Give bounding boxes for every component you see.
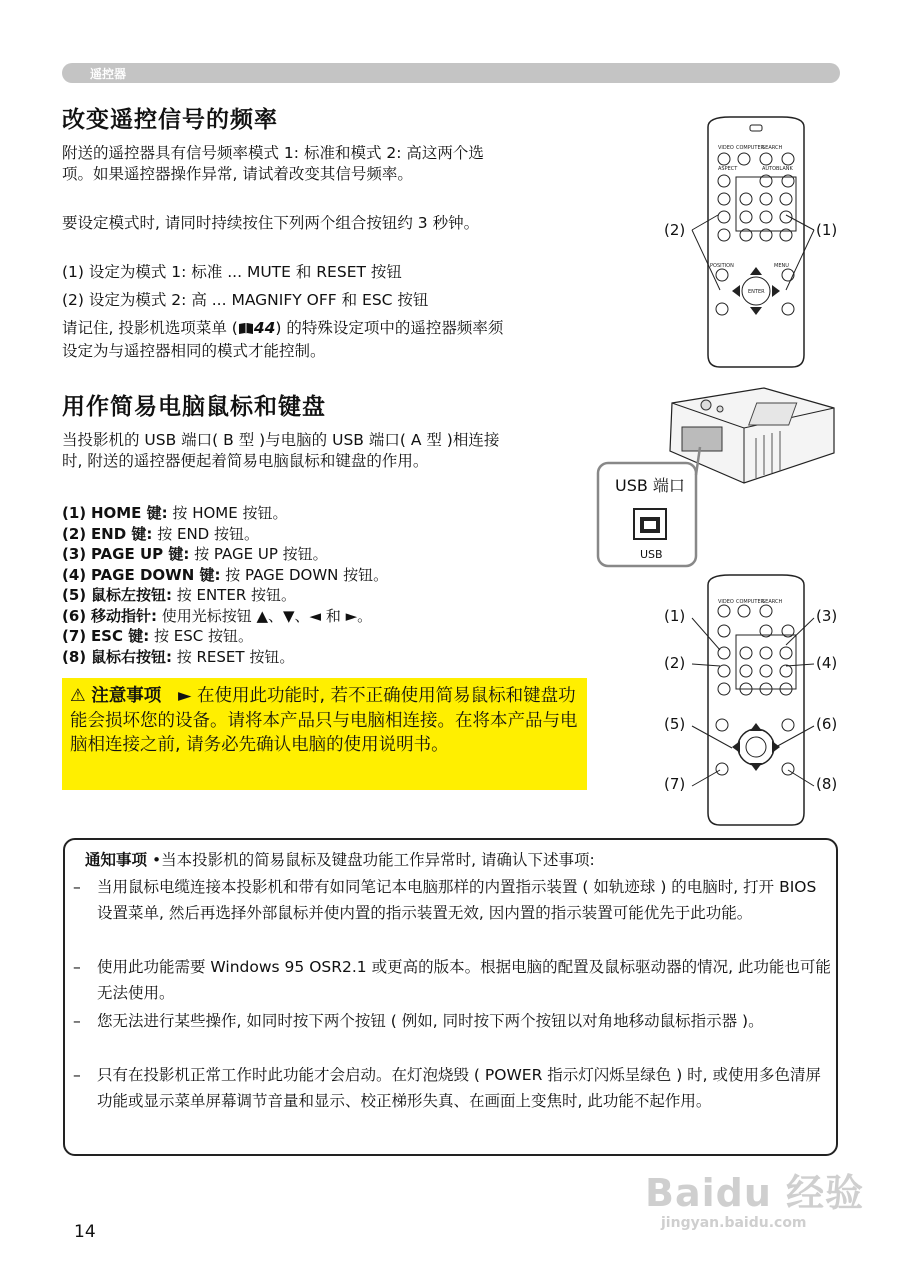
caution-box: ⚠ 注意事项 ► 在使用此功能时, 若不正确使用简易鼠标和键盘功能会损坏您的设备。请将本产品只与电脑相连接。在将本产品与电脑相连接之前, 请务必先确认电脑的使用说明书。 bbox=[62, 678, 587, 790]
remote2-label: (2) bbox=[664, 654, 686, 672]
svg-text:ENTER: ENTER bbox=[748, 289, 765, 295]
list-item: (7) ESC 键: 按 ESC 按钮。 bbox=[62, 627, 254, 645]
section2-title: 用作简易电脑鼠标和键盘 bbox=[62, 394, 326, 420]
svg-text:SEARCH: SEARCH bbox=[762, 145, 783, 151]
remote2-label: (1) bbox=[664, 607, 686, 625]
section1-item1: (1) 设定为模式 1: 标准 ... MUTE 和 RESET 按钮 bbox=[62, 263, 402, 281]
warning-icon: ⚠ bbox=[70, 686, 86, 706]
remote1-label: (1) bbox=[816, 221, 838, 239]
leader-lines-1 bbox=[690, 200, 822, 300]
watermark bbox=[645, 1162, 864, 1231]
svg-text:POSITION: POSITION bbox=[710, 263, 734, 269]
page-reference[interactable]: 44 bbox=[253, 319, 276, 337]
caution-title: 注意事项 bbox=[91, 686, 162, 706]
remote1-label: (2) bbox=[664, 221, 686, 239]
section2-para1: 当投影机的 USB 端口( B 型 )与电脑的 USB 端口( A 型 )相连接时, 附送的遥控器便起着简易电脑鼠标和键盘的作用。 bbox=[62, 431, 500, 470]
section1-para2: 要设定模式时, 请同时持续按住下列两个组合按钮约 3 秒钟。 bbox=[62, 214, 480, 232]
remote2-label: (5) bbox=[664, 715, 686, 733]
remote2-label: (6) bbox=[816, 715, 838, 733]
leader-lines-2 bbox=[690, 600, 822, 800]
svg-text:COMPUTER: COMPUTER bbox=[736, 599, 765, 605]
key-function-list bbox=[62, 503, 582, 667]
section1-title: 改变遥控信号的频率 bbox=[62, 107, 278, 133]
list-item: (5) 鼠标左按钮: 按 ENTER 按钮。 bbox=[62, 586, 297, 604]
book-icon bbox=[238, 320, 254, 341]
section-tab-label: 遥控器 bbox=[90, 67, 127, 81]
svg-text:SEARCH: SEARCH bbox=[762, 599, 783, 605]
notice-item: – 您无法进行某些操作, 如同时按下两个按钮 ( 例如, 同时按下两个按钮以对角地移动鼠标指示器 )。 bbox=[73, 1012, 764, 1030]
list-item: (3) PAGE UP 键: 按 PAGE UP 按钮。 bbox=[62, 545, 328, 563]
svg-text:COMPUTER: COMPUTER bbox=[736, 145, 765, 151]
section1-para1: 附送的遥控器具有信号频率模式 1: 标准和模式 2: 高这两个选项。如果遥控器操作异常, 请试着改变其信号频率。 bbox=[62, 144, 484, 183]
section1-item2: (2) 设定为模式 2: 高 ... MAGNIFY OFF 和 ESC 按钮 bbox=[62, 291, 429, 309]
list-item: (4) PAGE DOWN 键: 按 PAGE DOWN 按钮。 bbox=[62, 565, 389, 584]
section-tab bbox=[62, 63, 840, 83]
list-item: (8) 鼠标右按钮: 按 RESET 按钮。 bbox=[62, 647, 295, 666]
remote2-label: (4) bbox=[816, 654, 838, 672]
notice-item: – 只有在投影机正常工作时此功能才会启动。在灯泡烧毁 ( POWER 指示灯闪烁呈绿色 ) 时, 或使用多色清屏功能或显示菜单屏幕调节音量和显示、校正梯形失真、在画面上变焦时, 此功能不起作用。 bbox=[73, 1066, 822, 1110]
notice-box bbox=[63, 838, 838, 1156]
remote2-label: (7) bbox=[664, 775, 686, 793]
list-item: (2) END 键: 按 END 按钮。 bbox=[62, 524, 259, 543]
notice-item: – 使用此功能需要 Windows 95 OSR2.1 或更高的版本。根据电脑的配置及鼠标驱动器的情况, 此功能也可能无法使用。 bbox=[73, 958, 831, 1002]
notice-header: 通知事项 •当本投影机的简易鼠标及键盘功能工作异常时, 请确认下述事项: bbox=[85, 851, 595, 869]
svg-text:AUTO: AUTO bbox=[762, 166, 777, 172]
page-number: 14 bbox=[74, 1222, 96, 1242]
svg-text:ASPECT: ASPECT bbox=[718, 166, 738, 172]
list-item: (1) HOME 键: 按 HOME 按钮。 bbox=[62, 504, 288, 522]
caution-text: 在使用此功能时, 若不正确使用简易鼠标和键盘功能会损坏您的设备。请将本产品只与电脑相连接。在将本产品与电脑相连接之前, 请务必先确认电脑的使用说明书。 bbox=[70, 686, 578, 755]
list-item: (6) 移动指针: 使用光标按钮 ▲、▼、◄ 和 ►。 bbox=[62, 606, 373, 625]
usb-label: USB bbox=[640, 548, 663, 561]
notice-title: 通知事项 bbox=[85, 851, 148, 869]
svg-text:MENU: MENU bbox=[774, 263, 789, 269]
svg-text:VIDEO: VIDEO bbox=[718, 599, 734, 605]
notice-item: – 当用鼠标电缆连接本投影机和带有如同笔记本电脑那样的内置指示装置 ( 如轨迹球 ) 的电脑时, 打开 BIOS 设置菜单, 然后再选择外部鼠标并使内置的指示装置无效, 因内置的指示装置可能优先于此功能。 bbox=[73, 878, 817, 922]
remote2-label: (3) bbox=[816, 607, 838, 625]
section1-para3: 请记住, 投影机选项菜单 ( 44) 的特殊设定项中的遥控器频率须设定为与遥控器相同的模式才能控制。 bbox=[62, 319, 504, 360]
usb-port-label: USB 端口 bbox=[615, 476, 685, 495]
watermark-brand: Baidu 经验 bbox=[645, 1171, 865, 1215]
svg-text:VIDEO: VIDEO bbox=[718, 145, 734, 151]
watermark-url: jingyan.baidu.com bbox=[661, 1215, 807, 1231]
remote2-label: (8) bbox=[816, 775, 838, 793]
svg-text:BLANK: BLANK bbox=[776, 166, 793, 172]
